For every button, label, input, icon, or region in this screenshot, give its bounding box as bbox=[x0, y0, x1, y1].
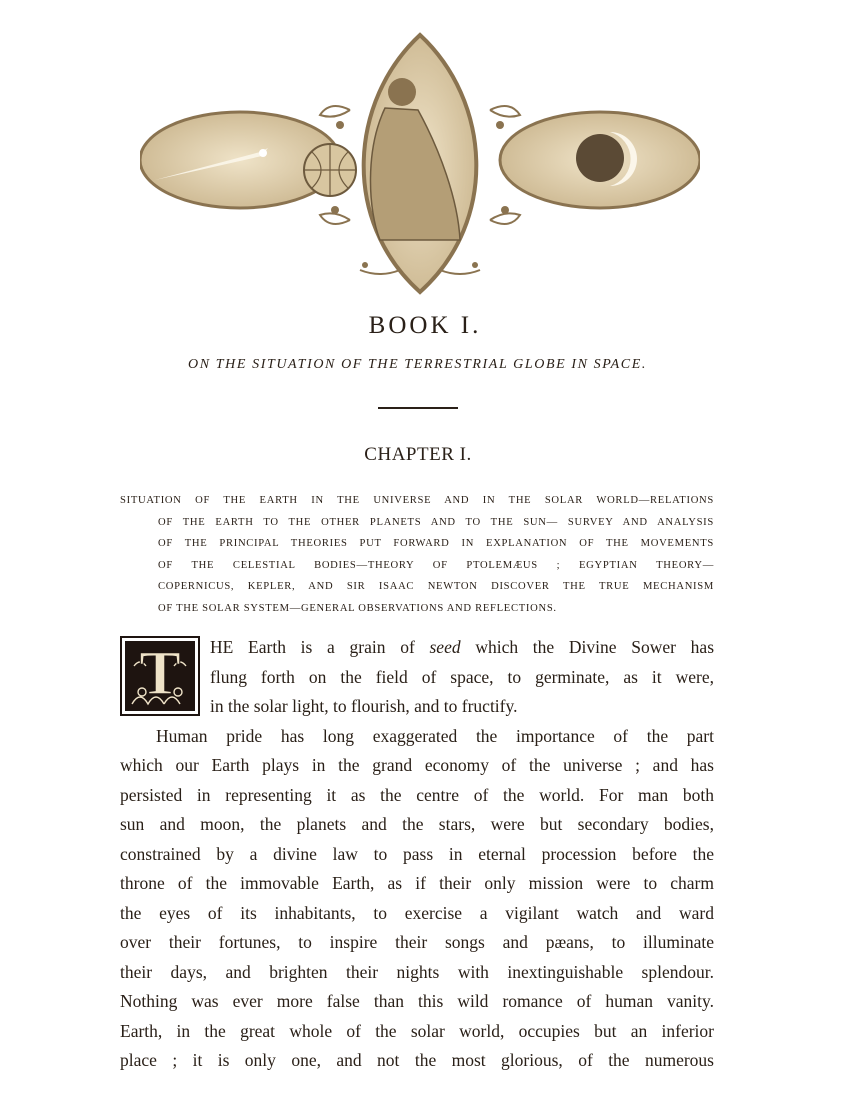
text-line bbox=[120, 633, 714, 663]
synopsis-line: OF THE PRINCIPAL THEORIES PUT FORWARD IN EXPLANATION OF THE MOVEMENTS bbox=[158, 538, 714, 550]
text-line: which our Earth plays in the grand economy of the universe ; and has bbox=[120, 755, 714, 775]
text-line: the eyes of its inhabitants, to exercise a vigilant watch and ward bbox=[120, 902, 714, 923]
synopsis-line: OF THE CELESTIAL BODIES—THEORY OF PTOLEMÆUS ; EGYPTIAN THEORY— bbox=[158, 559, 714, 571]
text-line: Earth, in the great whole of the solar world, occupies but an inferior bbox=[120, 1020, 714, 1041]
text-line: constrained by a divine law to pass in eternal procession before the bbox=[120, 843, 714, 864]
emphasis-word: seed bbox=[429, 637, 461, 657]
text-line: their days, and brighten their nights with inextinguishable splendour. bbox=[120, 961, 714, 982]
divider-rule bbox=[378, 407, 458, 409]
text-line: sun and moon, the planets and the stars, were but secondary bodies, bbox=[120, 814, 714, 834]
headpiece-illustration bbox=[140, 30, 700, 300]
text-line: flung forth on the field of space, to germinate, as it were, bbox=[210, 666, 714, 687]
synopsis-line: OF THE EARTH TO THE OTHER PLANETS AND TO THE SUN— SURVEY AND ANALYSIS bbox=[158, 516, 714, 528]
text-line: in the solar light, to flourish, and to fructify. bbox=[210, 696, 518, 716]
synopsis-line: COPERNICUS, KEPLER, AND SIR ISAAC NEWTON DISCOVER THE TRUE MECHANISM bbox=[158, 581, 714, 593]
synopsis-line: OF THE SOLAR SYSTEM—GENERAL OBSERVATIONS AND REFLECTIONS. bbox=[158, 602, 557, 614]
text-span: which the Divine Sower has bbox=[475, 637, 715, 657]
book-title: BOOK I. bbox=[368, 312, 482, 339]
dropcap-letter: T bbox=[139, 640, 181, 708]
synopsis-line: SITUATION OF THE EARTH IN THE UNIVERSE AND IN THE SOLAR WORLD—RELATIONS bbox=[120, 495, 714, 506]
chapter-title: CHAPTER I. bbox=[364, 444, 472, 465]
text-line: Nothing was ever more false than this wild romance of human vanity. bbox=[120, 991, 714, 1011]
text-line: Human pride has long exaggerated the importance of the part bbox=[156, 725, 714, 746]
body-text bbox=[120, 633, 714, 1076]
figure-head bbox=[388, 78, 416, 106]
text-line: throne of the immovable Earth, as if their only mission were to charm bbox=[120, 873, 714, 893]
text-line: place ; it is only one, and not the most glorious, of the numerous bbox=[120, 1050, 714, 1070]
eclipse-moon-icon bbox=[576, 134, 624, 182]
book-subtitle: ON THE SITUATION OF THE TERRESTRIAL GLOBE IN SPACE. bbox=[188, 357, 647, 372]
text-span: HE Earth is a grain of bbox=[210, 637, 415, 657]
chapter-synopsis bbox=[120, 490, 714, 620]
text-line: over their fortunes, to inspire their songs and pæans, to illuminate bbox=[120, 932, 714, 952]
text-line: persisted in representing it as the centre of the world. For man both bbox=[120, 784, 714, 805]
